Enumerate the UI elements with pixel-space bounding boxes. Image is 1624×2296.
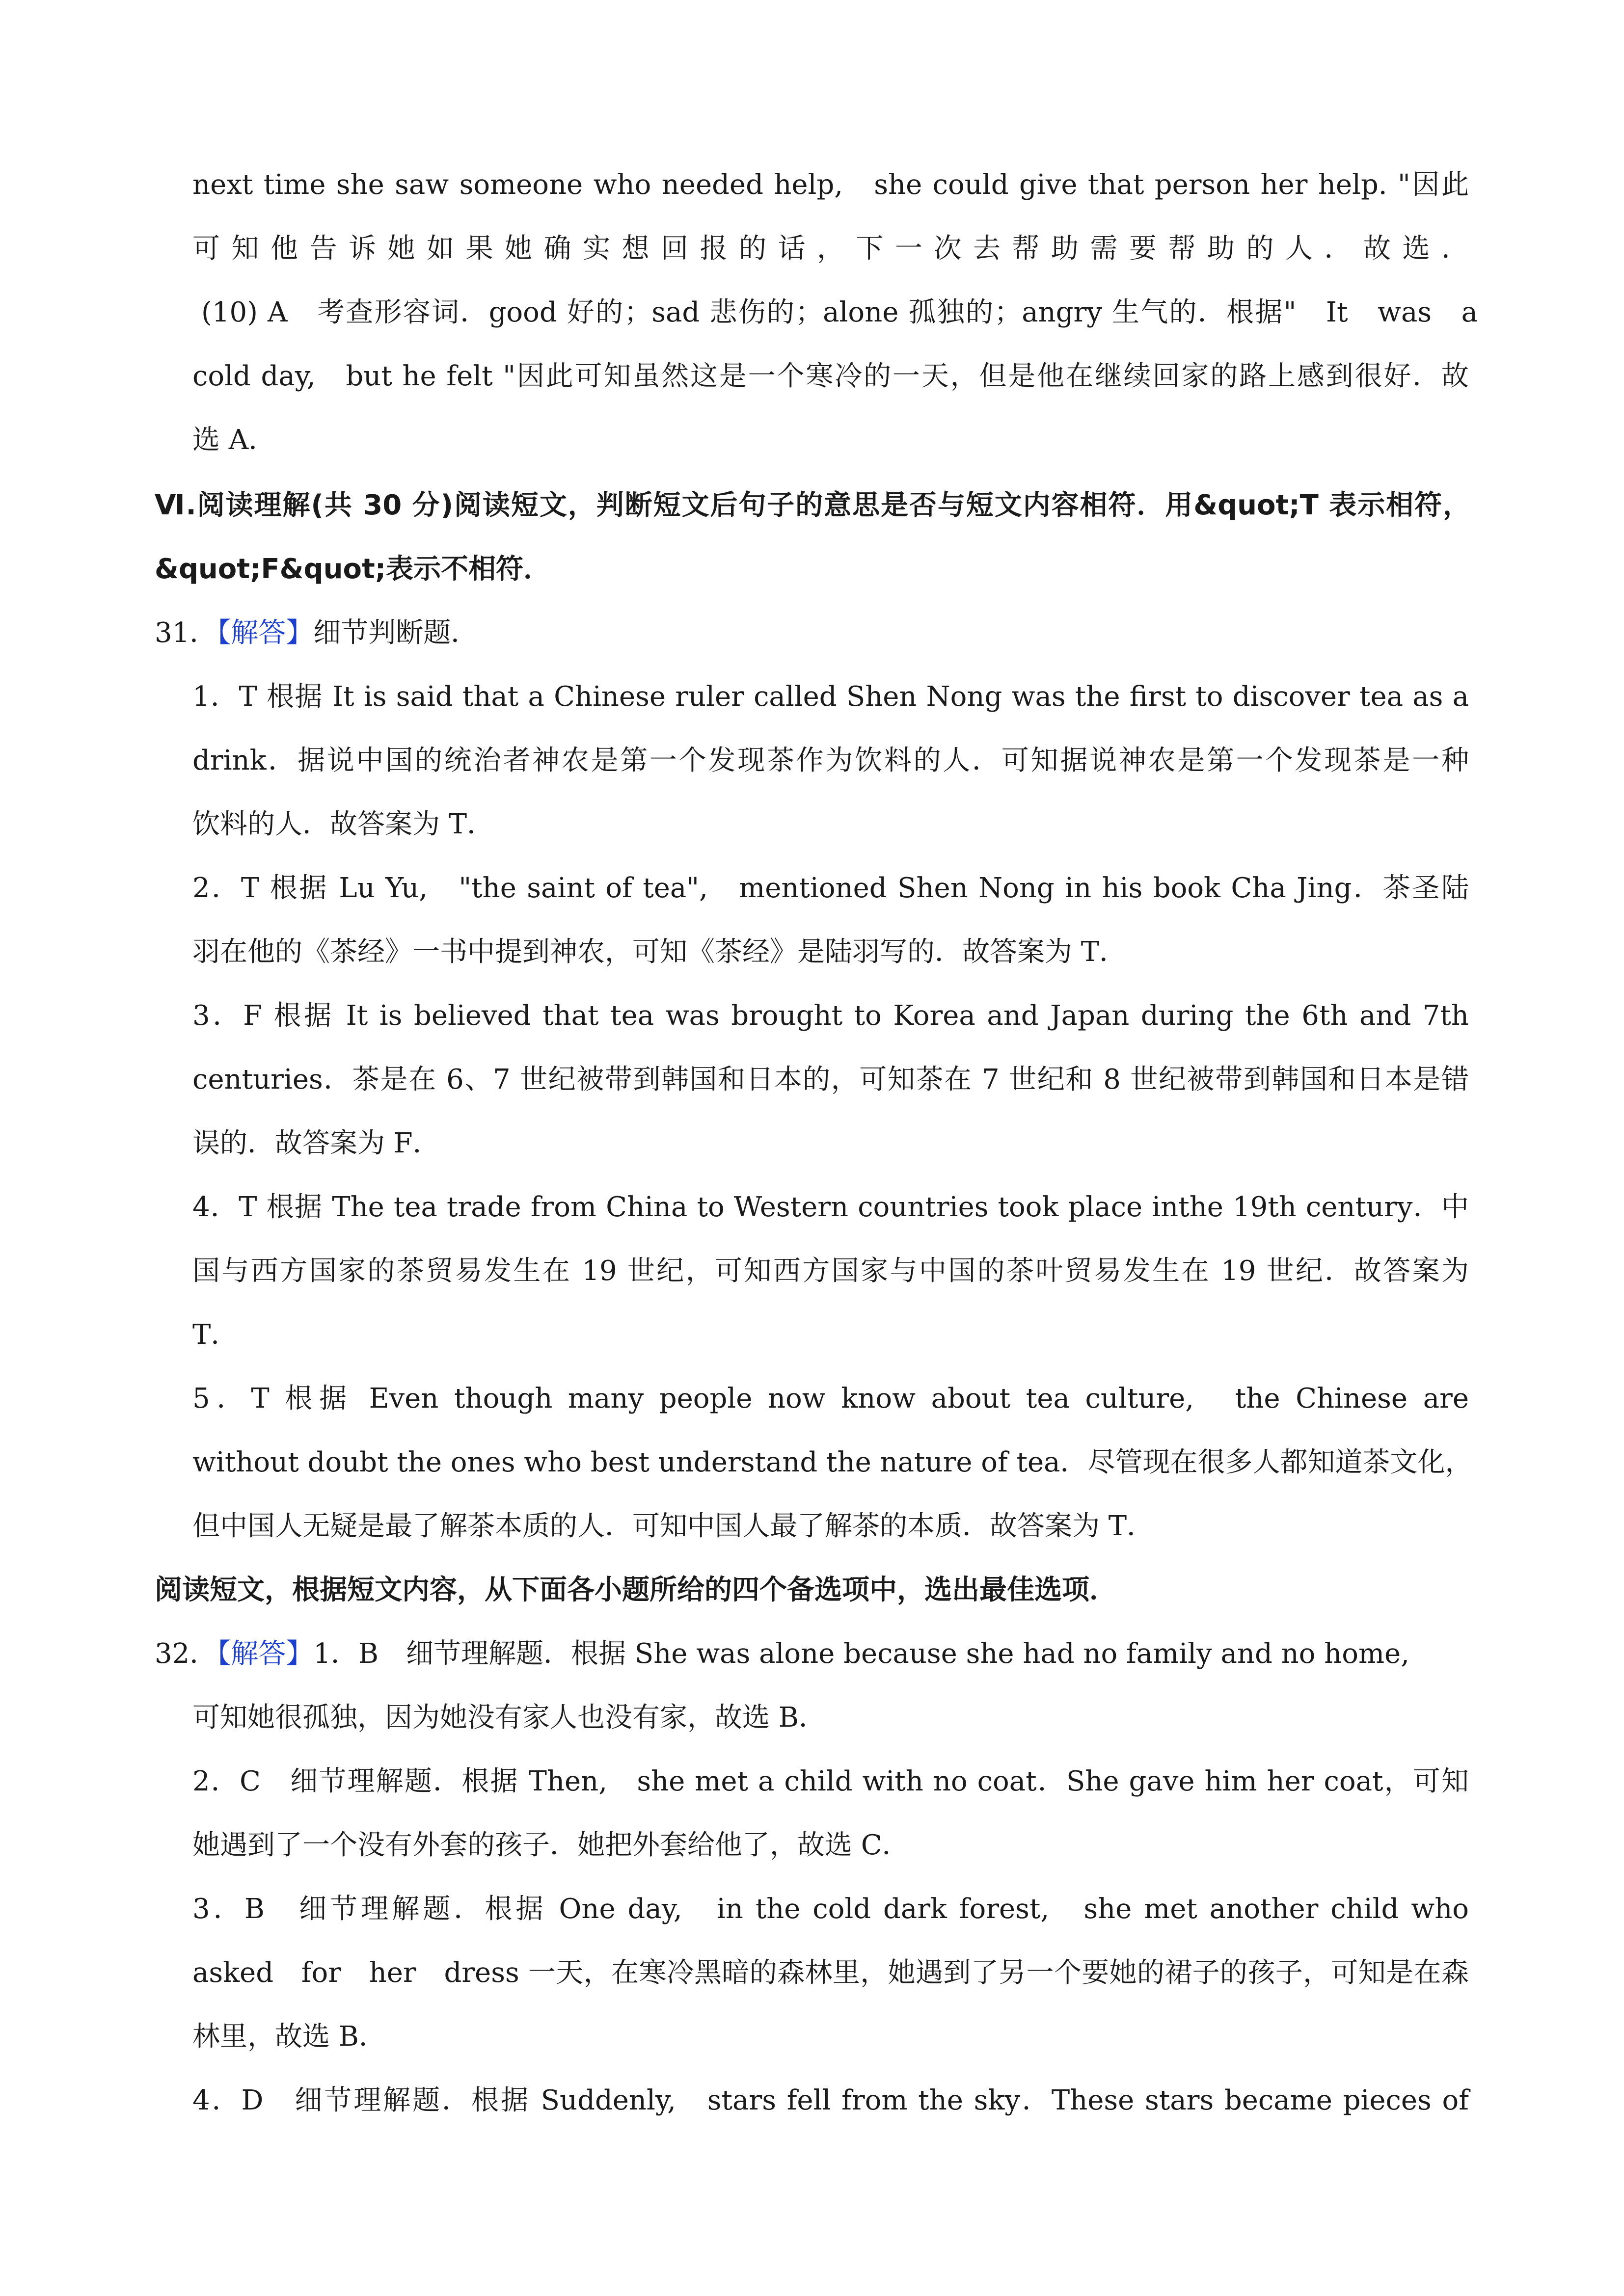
text-line: 3．F 根据 It is believed that tea was brought to Korea and Japan during the 6th and 7th [192,1000,1469,1032]
text-line: 羽在他的《茶经》一书中提到神农，可知《茶经》是陆羽写的．故答案为 T． [192,936,1127,968]
text-line: centuries．茶是在 6、7 世纪被带到韩国和日本的，可知茶在 7 世纪和 8 世纪被带到韩国和日本是错 [192,1064,1469,1095]
text-line: 国与西方国家的茶贸易发生在 19 世纪，可知西方国家与中国的茶叶贸易发生在 19 世纪．故答案为 [192,1255,1469,1287]
text-line: asked for her dress 一天，在寒冷黑暗的森林里，她遇到了另一个要她的裙子的孩子，可知是在森 [192,1957,1469,1989]
text-line: 1．B 细节理解题．根据 She was alone because she had no family and no home, [313,1638,1409,1670]
text-line: without doubt the ones who best understand the nature of tea．尽管现在很多人都知道茶文化， [192,1446,1473,1478]
text-line: T． [192,1319,239,1351]
question-number: 31． [155,617,217,649]
text-line: 误的．故答案为 F． [192,1127,440,1159]
section-heading: 阅读短文，根据短文内容，从下面各小题所给的四个备选项中，选出最佳选项． [155,1574,1117,1606]
answer-tag: 【解答】 [217,1638,314,1670]
text-line: 但中国人无疑是最了解茶本质的人．可知中国人最了解茶的本质．故答案为 T． [192,1510,1155,1542]
text-line: next time she saw someone who needed help, she could give that person her help. "因此 [192,169,1469,201]
question-line [155,1634,1409,1674]
answer-tag: 【解答】 [217,617,314,649]
text-line: 2．C 细节理解题．根据 Then, she met a child with no coat．She gave him her coat，可知 [192,1765,1469,1797]
text-line: (10) A 考查形容词．good 好的；sad 悲伤的；alone 孤独的；angry 生气的．根据" It was a [201,296,1478,328]
text-line: 林里，故选 B． [192,2021,386,2053]
text-line: 选 A． [192,424,276,456]
text-line: 2．T 根据 Lu Yu, "the saint of tea", mentioned Shen Nong in his book Cha Jing．茶圣陆 [192,872,1469,904]
text-line: 她遇到了一个没有外套的孩子．她把外套给他了，故选 C． [192,1829,910,1861]
section-heading: Ⅵ.阅读理解(共 30 分)阅读短文，判断短文后句子的意思是否与短文内容相符．用&quot;T 表示相符， [155,489,1470,521]
text-line: drink．据说中国的统治者神农是第一个发现茶作为饮料的人．可知据说神农是第一个发现茶是一种 [192,745,1469,776]
text-line: 可知她很孤独，因为她没有家人也没有家，故选 B． [192,1702,826,1734]
text-line: 饮料的人．故答案为 T． [192,808,495,840]
text-line: cold day, but he felt "因此可知虽然这是一个寒冷的一天，但是他在继续回家的路上感到很好．故 [192,360,1469,392]
question-line [155,614,478,653]
question-number: 32． [155,1638,217,1670]
text-line: 4．T 根据 The tea trade from China to Western countries took place inthe 19th century．中 [192,1191,1469,1223]
question-type: 细节判断题． [313,617,479,649]
text-line: 4．D 细节理解题．根据 Suddenly, stars fell from the sky．These stars became pieces of [192,2084,1469,2116]
text-line: 1．T 根据 It is said that a Chinese ruler called Shen Nong was the first to discover tea as a [192,681,1469,713]
text-line: 3．B 细节理解题．根据 One day, in the cold dark forest, she met another child who [192,1893,1469,1925]
text-line: 可知他告诉她如果她确实想回报的话，下一次去帮助需要帮助的人．故选． [192,233,1469,265]
text-line: 5．T 根据 Even though many people now know about tea culture, the Chinese are [192,1383,1469,1415]
section-heading: &quot;F&quot;表示不相符． [155,553,551,585]
